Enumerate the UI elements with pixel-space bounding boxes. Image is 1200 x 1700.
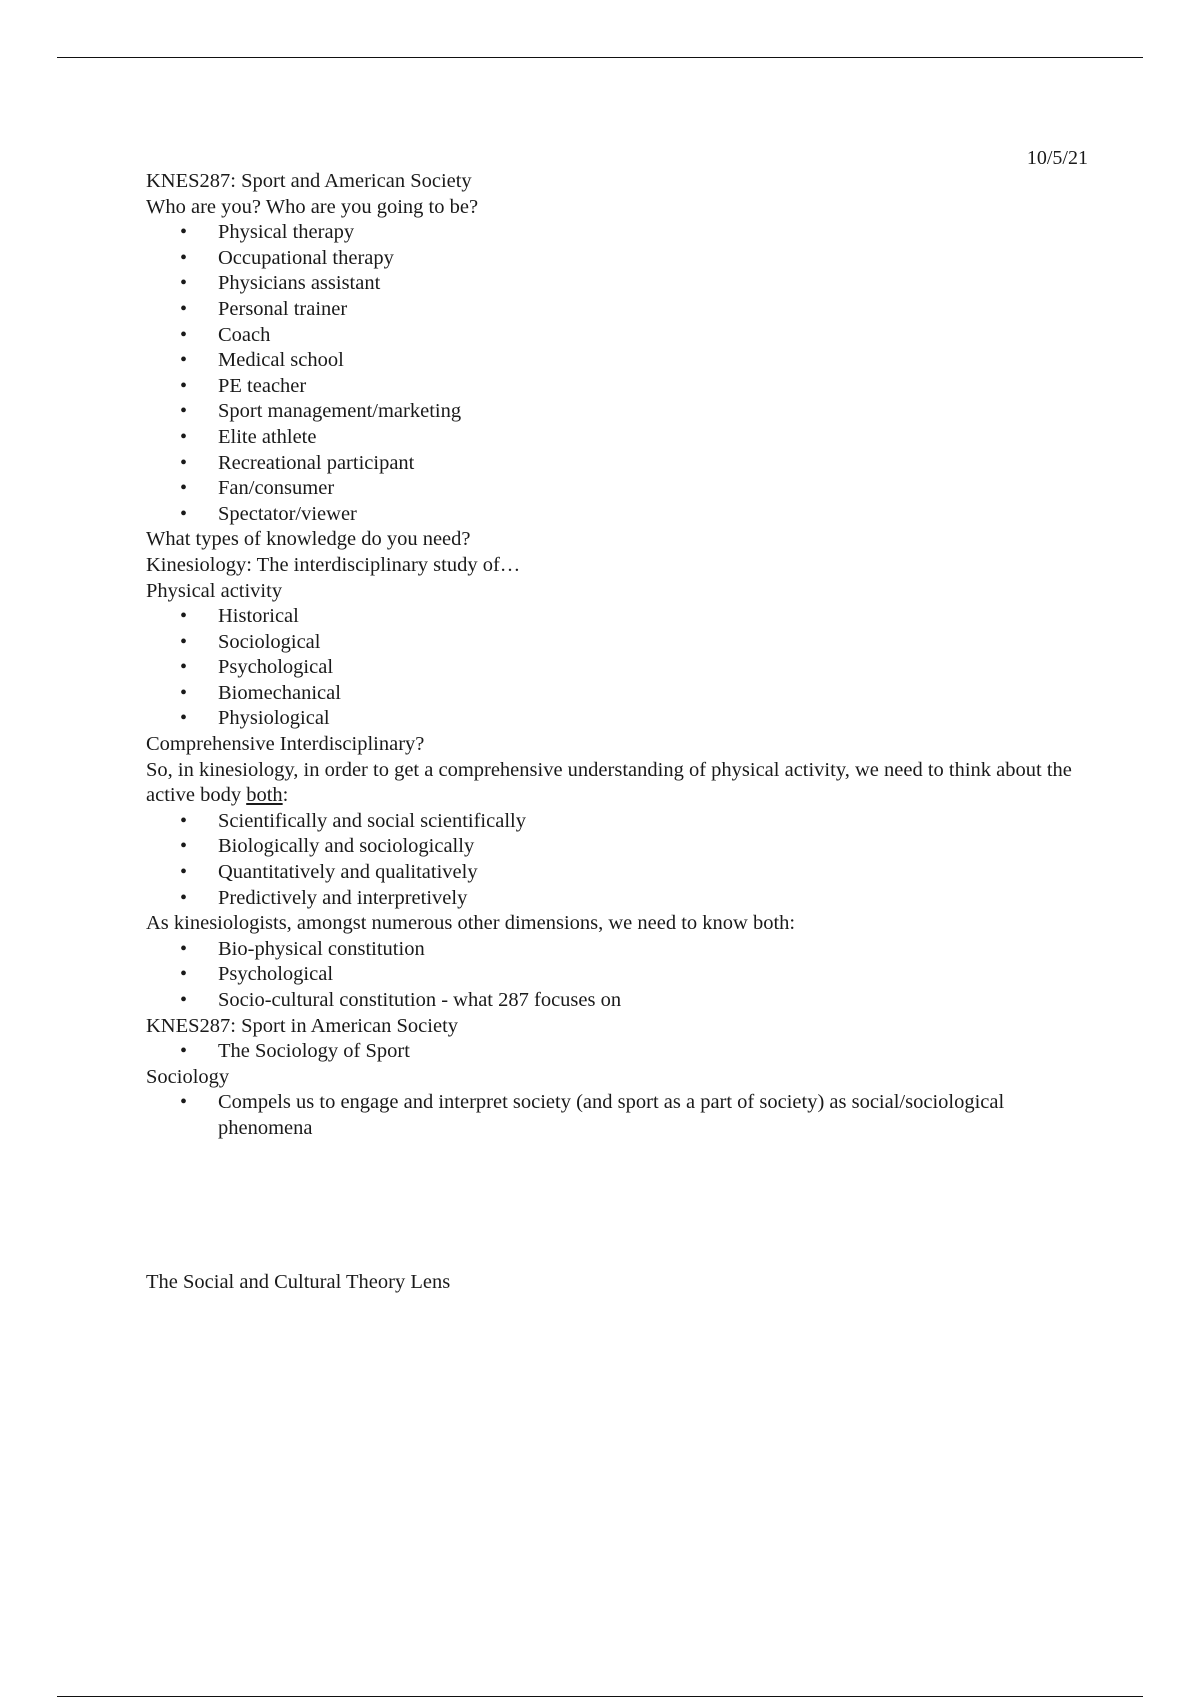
bullet-icon: •	[180, 374, 188, 397]
list-item	[146, 297, 1076, 323]
list-item	[146, 630, 1076, 656]
bullet-icon: •	[180, 963, 188, 986]
list-item-text: Physicians assistant	[218, 272, 381, 295]
lens-heading: The Social and Cultural Theory Lens	[146, 1270, 451, 1293]
bullet-icon: •	[180, 656, 188, 679]
bullet-icon: •	[180, 502, 188, 525]
bullet-icon: •	[180, 1040, 188, 1063]
bottom-rule	[57, 1696, 1143, 1697]
list-item	[146, 962, 1076, 988]
bullet-icon: •	[180, 323, 188, 346]
bullet-icon: •	[180, 989, 188, 1011]
sociology-heading: Sociology	[146, 1065, 230, 1088]
list-item	[146, 1090, 1076, 1141]
list-item-text: Psychological	[218, 963, 334, 986]
list-item	[146, 220, 1076, 246]
list-item	[146, 476, 1076, 502]
list-item-text: Occupational therapy	[218, 246, 394, 269]
bullet-icon: •	[180, 272, 188, 295]
kinesiologists-line: As kinesiologists, amongst numerous other dimensions, we need to know both:	[146, 912, 796, 935]
bullet-icon: •	[180, 835, 188, 858]
list-item-text: Recreational participant	[218, 451, 415, 474]
list-item	[146, 246, 1076, 272]
list-item-text: The Sociology of Sport	[218, 1040, 410, 1063]
list-item	[146, 348, 1076, 374]
document-date: 10/5/21	[1026, 147, 1088, 169]
list-item	[146, 271, 1076, 297]
list-item	[146, 604, 1076, 630]
list-item	[146, 451, 1076, 477]
list-item-text: Bio-physical constitution	[218, 937, 425, 960]
bullet-icon: •	[180, 886, 188, 909]
document-title: KNES287: Sport and American Society	[146, 170, 472, 192]
constitution-list	[146, 937, 1076, 1014]
list-item	[146, 399, 1076, 425]
list-item-text: Scientifically and social scientifically	[218, 809, 526, 832]
course-heading: KNES287: Sport in American Society	[146, 1014, 459, 1037]
list-item	[146, 1039, 1076, 1065]
list-item-text: Predictively and interpretively	[218, 886, 468, 909]
bullet-icon: •	[180, 605, 188, 628]
underlined-both: both	[246, 784, 283, 807]
list-item-text: Socio-cultural constitution - what 287 focuses on	[218, 989, 622, 1011]
blank-space	[146, 1142, 1076, 1270]
list-item	[146, 374, 1076, 400]
bullet-icon: •	[180, 477, 188, 500]
list-item-text: Sport management/marketing	[218, 400, 462, 423]
list-item-text: Biologically and sociologically	[218, 835, 475, 858]
list-item-text: Biomechanical	[218, 681, 341, 704]
bullet-icon: •	[180, 937, 188, 960]
bullet-icon: •	[180, 1091, 188, 1114]
bullet-icon: •	[180, 221, 188, 244]
bullet-icon: •	[180, 707, 188, 730]
bullet-icon: •	[180, 425, 188, 448]
top-rule	[57, 57, 1143, 58]
list-item-text: Compels us to engage and interpret society (and sport as a part of society) as social/sociological phenomena	[218, 1091, 1005, 1139]
list-item-text: Historical	[218, 605, 299, 628]
list-item	[146, 655, 1076, 681]
list-item	[146, 988, 1076, 1014]
physical-activity-heading: Physical activity	[146, 579, 283, 602]
dimensions-list	[146, 604, 1076, 732]
list-item	[146, 886, 1076, 912]
bullet-icon: •	[180, 297, 188, 320]
list-item-text: Fan/consumer	[218, 477, 335, 500]
bullet-icon: •	[180, 400, 188, 423]
bullet-icon: •	[180, 630, 188, 653]
list-item-text: Elite athlete	[218, 425, 317, 448]
kinesiology-definition: Kinesiology: The interdisciplinary study of…	[146, 553, 521, 576]
list-item-text: Physical therapy	[218, 221, 355, 244]
list-item-text: Personal trainer	[218, 297, 348, 320]
bullet-icon: •	[180, 349, 188, 372]
comprehensive-text-after: :	[282, 784, 289, 807]
question-who-are-you: Who are you? Who are you going to be?	[146, 195, 479, 218]
list-item-text: Psychological	[218, 656, 334, 679]
list-item	[146, 681, 1076, 707]
comprehensive-heading: Comprehensive Interdisciplinary?	[146, 733, 425, 756]
sociology-list	[146, 1090, 1076, 1141]
bullet-icon: •	[180, 681, 188, 704]
list-item	[146, 425, 1076, 451]
careers-list	[146, 220, 1076, 527]
list-item-text: Spectator/viewer	[218, 502, 357, 525]
list-item	[146, 860, 1076, 886]
comprehensive-text-before: So, in kinesiology, in order to get a comprehensive understanding of physical activity, we need to think about the active body	[146, 758, 1072, 807]
list-item	[146, 706, 1076, 732]
course-list	[146, 1039, 1076, 1065]
list-item	[146, 502, 1076, 528]
list-item-text: PE teacher	[218, 374, 307, 397]
list-item	[146, 323, 1076, 349]
list-item	[146, 809, 1076, 835]
comprehensive-paragraph	[146, 758, 1076, 809]
list-item	[146, 834, 1076, 860]
list-item	[146, 937, 1076, 963]
list-item-text: Sociological	[218, 630, 321, 653]
bullet-icon: •	[180, 246, 188, 269]
both-list	[146, 809, 1076, 911]
bullet-icon: •	[180, 451, 188, 474]
document-body	[146, 169, 1076, 1295]
list-item-text: Medical school	[218, 349, 344, 372]
bullet-icon: •	[180, 861, 188, 884]
list-item-text: Physiological	[218, 707, 330, 730]
list-item-text: Coach	[218, 323, 271, 346]
list-item-text: Quantitatively and qualitatively	[218, 861, 478, 884]
question-knowledge: What types of knowledge do you need?	[146, 528, 471, 551]
bullet-icon: •	[180, 809, 188, 832]
